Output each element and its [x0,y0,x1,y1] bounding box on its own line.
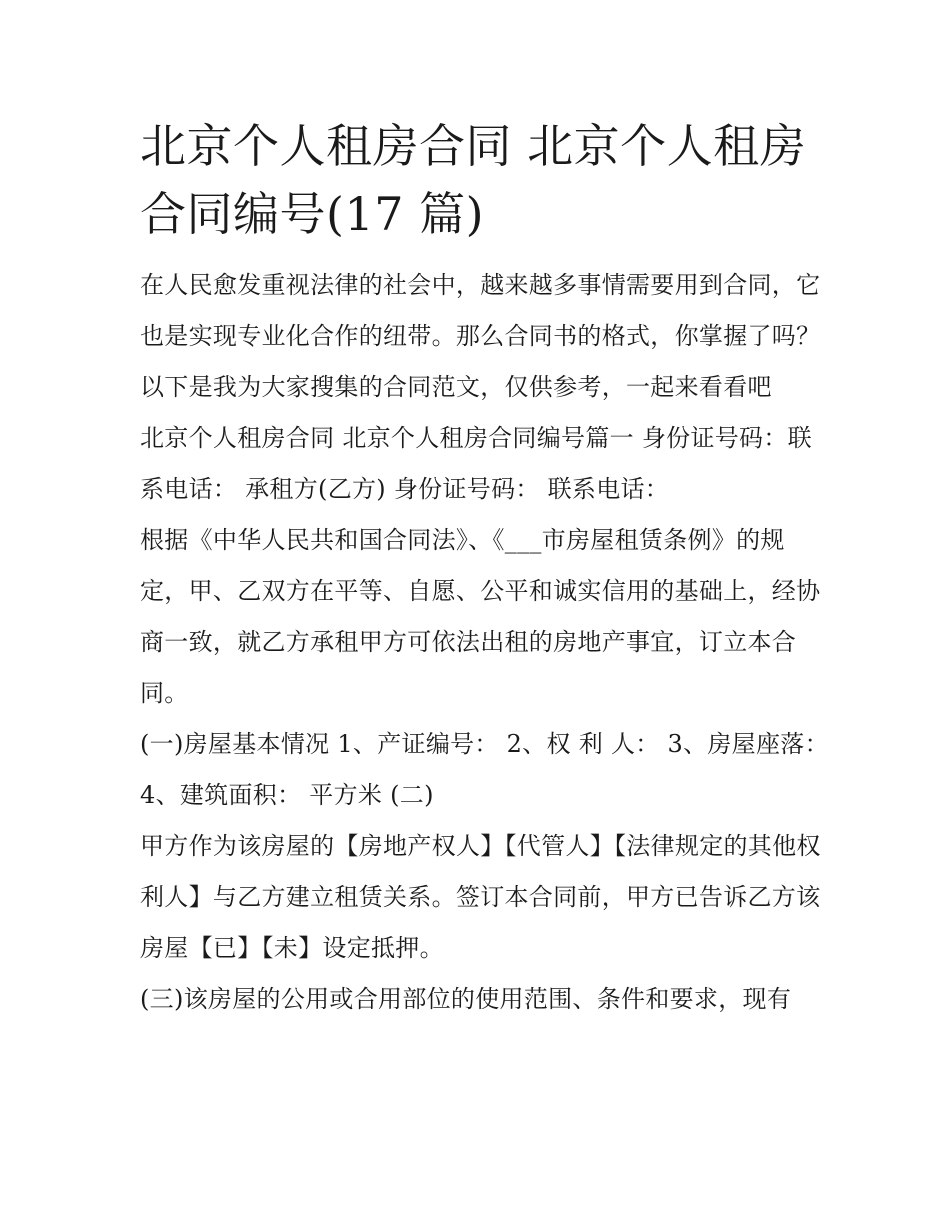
intro-paragraph: 在人民愈发重视法律的社会中，越来越多事情需要用到合同，它也是实现专业化合作的纽带。那么合同书的格式，你掌握了吗？以下是我为大家搜集的合同范文，仅供参考，一起来看看吧 [140,271,821,401]
contract-header-paragraph: 北京个人租房合同 北京个人租房合同编号篇一 身份证号码：联系电话： 承租方(乙方) 身份证号码： 联系电话： [140,424,812,503]
property-info-paragraph: (一)房屋基本情况 1、产证编号： 2、权 利 人： 3、房屋座落： 4、建筑面积： 平方米 (二) [140,730,837,809]
common-area-paragraph: (三)该房屋的公用或合用部位的使用范围、条件和要求，现有 [140,985,792,1013]
legal-basis-paragraph: 根据《中华人民共和国合同法》、《___市房屋租赁条例》的规定，甲、乙双方在平等、自愿、公平和诚实信用的基础上，经协商一致，就乙方承租甲方可依法出租的房地产事宜，订立本合同。 [140,526,821,707]
ownership-paragraph: 甲方作为该房屋的【房地产权人】【代管人】【法律规定的其他权利人】与乙方建立租赁关系。签订本合同前，甲方已告诉乙方该房屋【已】【未】设定抵押。 [140,832,821,962]
document-title: 北京个人租房合同 北京个人租房合同编号(17 篇) [140,119,807,241]
document-page [140,112,837,1025]
